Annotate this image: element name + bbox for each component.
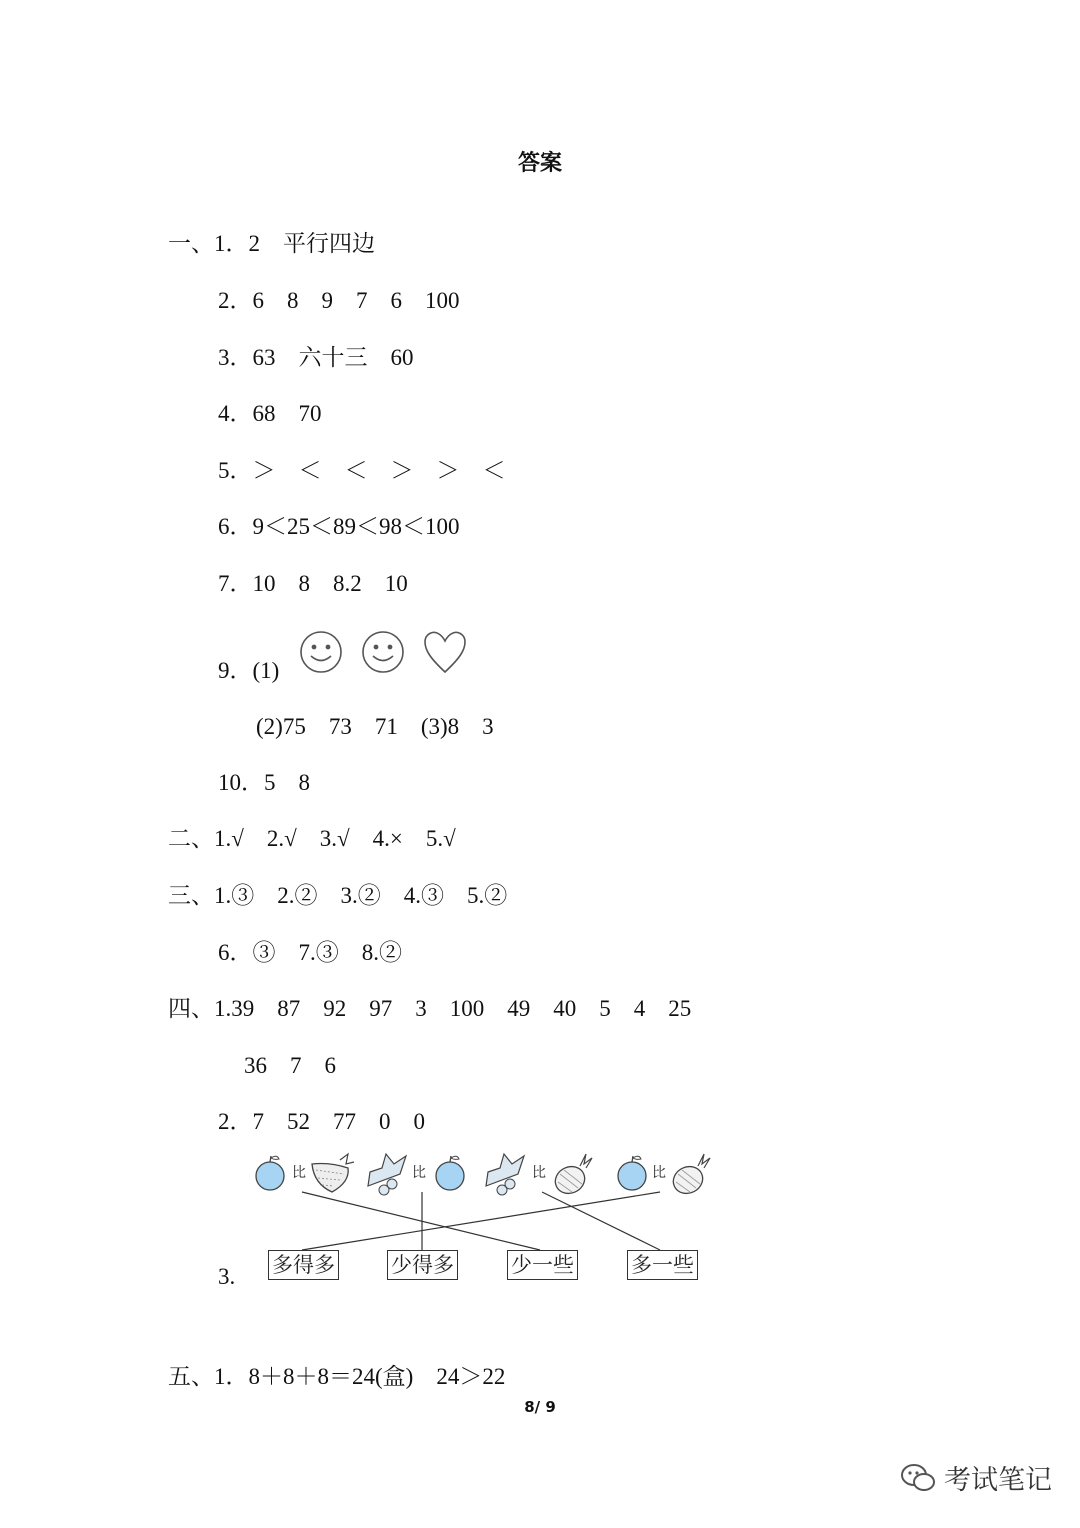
answer-box: 少得多 — [387, 1250, 458, 1280]
answer-line: (2)75 73 71 (3)8 3 — [256, 714, 494, 739]
match-line — [302, 1192, 660, 1250]
answer-line: 9．(1) — [218, 658, 280, 683]
answer-line: 三、1.③ 2.② 3.② 4.③ 5.② — [168, 883, 508, 908]
answer-line: 36 7 6 — [244, 1053, 336, 1078]
answer-line: 3. — [218, 1264, 236, 1289]
smiley-face-icon — [363, 632, 403, 672]
answer-line: 二、1.√ 2.√ 3.√ 4.× 5.√ — [168, 826, 456, 851]
strawberry-icon — [312, 1154, 354, 1192]
answer-line: 5．＞ ＜ ＜ ＞ ＞ ＜ — [218, 458, 506, 483]
match-line — [302, 1192, 540, 1250]
answer-line: 10．5 8 — [218, 770, 310, 795]
answer-line: 2．6 8 9 7 6 100 — [218, 288, 460, 313]
page-title: 答案 — [517, 151, 562, 176]
q9-shapes — [298, 628, 468, 678]
compare-word: 比 — [292, 1165, 306, 1181]
grapes-icon — [486, 1154, 524, 1195]
apple-icon — [256, 1156, 284, 1190]
answer-box: 少一些 — [507, 1250, 578, 1280]
watermark — [900, 1458, 1052, 1497]
apple-icon — [436, 1156, 464, 1190]
answer-line: 6．9＜25＜89＜98＜100 — [218, 514, 460, 539]
answer-line: 一、1．2 平行四边 — [168, 231, 375, 256]
pineapple-icon — [669, 1154, 710, 1198]
apple-icon — [618, 1156, 646, 1190]
answer-line: 五、1．8＋8＋8＝24(盒) 24＞22 — [168, 1364, 506, 1389]
watermark-text: 考试笔记 — [944, 1465, 1052, 1496]
answer-box: 多一些 — [627, 1250, 698, 1280]
compare-word: 比 — [532, 1165, 546, 1181]
answer-box: 多得多 — [268, 1250, 339, 1280]
compare-word: 比 — [652, 1165, 666, 1181]
answer-line: 4．68 70 — [218, 401, 322, 426]
answer-line: 四、1.39 87 92 97 3 100 49 40 5 4 25 — [168, 996, 692, 1021]
wechat-icon — [900, 1462, 936, 1494]
answer-line: 7．10 8 8.2 10 — [218, 571, 408, 596]
smiley-face-icon — [301, 632, 341, 672]
answer-line: 6．③ 7.③ 8.② — [218, 940, 402, 965]
compare-word: 比 — [412, 1165, 426, 1181]
grapes-icon — [368, 1154, 406, 1195]
match-line — [542, 1192, 660, 1250]
answer-line: 3．63 六十三 60 — [218, 345, 414, 370]
pineapple-icon — [551, 1154, 592, 1198]
page-number: 8/ 9 — [524, 1398, 556, 1416]
answer-line: 2．7 52 77 0 0 — [218, 1109, 425, 1134]
heart-icon — [425, 632, 465, 672]
